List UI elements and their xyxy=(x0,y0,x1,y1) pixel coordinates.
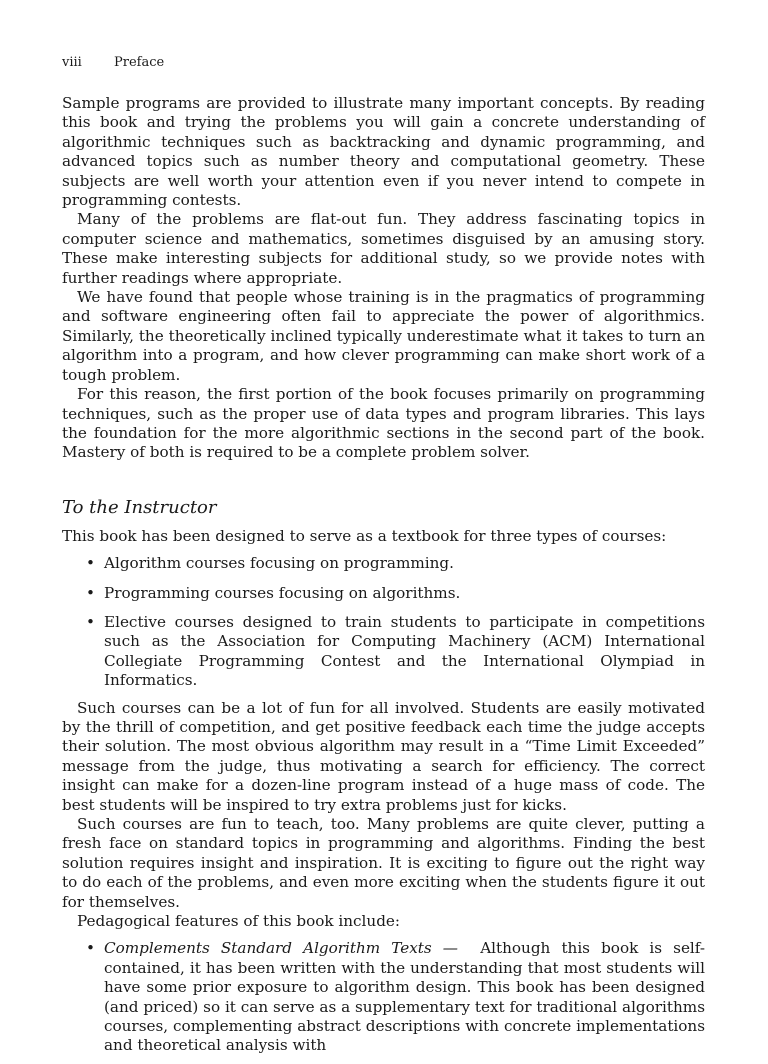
running-title: Preface xyxy=(114,55,165,70)
list-item: • Programming courses focusing on algorithms. xyxy=(62,584,705,603)
page-number: viii xyxy=(62,55,82,70)
features-list xyxy=(62,939,705,1055)
running-head xyxy=(62,55,164,71)
paragraph: For this reason, the first portion of the book focuses primarily on programming techniques, such as the proper use of data types and program libraries. This lays the foundation for the more algorithmic sections in the second part of the book. Mastery of both is required to be a complete problem solver. xyxy=(62,385,705,462)
list-item xyxy=(62,939,705,1055)
paragraph: Sample programs are provided to illustrate many important concepts. By reading this book and trying the problems you will gain a concrete understanding of algorithmic techniques such as backtracking and dynamic programming, and advanced topics such as number theory and computational geometry. These subjects are well worth your attention even if you never intend to compete in programming contests. xyxy=(62,94,705,210)
paragraph: Such courses can be a lot of fun for all involved. Students are easily motivated by the thrill of competition, and get positive feedback each time the judge accepts their solution. The most obvious algorithm may result in a “Time Limit Exceeded” message from the judge, thus motivating a search for efficiency. The correct insight can make for a dozen-line program instead of a huge mass of code. The best students will be inspired to try extra problems just for kicks. xyxy=(62,698,705,814)
list-item: • Elective courses designed to train students to participate in competitions such as the Association for Computing Machinery (ACM) International Collegiate Programming Contest and the International Olympiad in Informatics. xyxy=(62,613,705,691)
paragraph: Many of the problems are flat-out fun. They address fascinating topics in computer science and mathematics, sometimes disguised by an amusing story. These make interesting subjects for additional study, so we provide notes with further readings where appropriate. xyxy=(62,210,705,287)
paragraph: This book has been designed to serve as a textbook for three types of courses: xyxy=(62,526,667,545)
paragraph: Pedagogical features of this book include: xyxy=(77,912,401,931)
feature-title: Complements Standard Algorithm Texts — xyxy=(104,939,458,958)
body-text xyxy=(62,94,705,1064)
feature-text: Although this book is self-contained, it has been written with the understanding that most students will have some prior exposure to algorithm design. This book has been designed (and priced) so it can serve as a supplementary text for traditional algorithms courses, complementing abstract descriptions with concrete implementations and theoretical analysis with xyxy=(104,939,705,1055)
paragraph: We have found that people whose training is in the pragmatics of programming and software engineering often fail to appreciate the power of algorithmics. Similarly, the theoretically inclined typically underestimate what it takes to turn an algorithm into a program, and how clever programming can make short work of a tough problem. xyxy=(62,288,705,384)
section-heading: To the Instructor xyxy=(62,496,217,518)
course-types-list xyxy=(62,554,705,690)
paragraph: Such courses are fun to teach, too. Many problems are quite clever, putting a fresh face on standard topics in programming and algorithms. Finding the best solution requires insight and inspiration. It is exciting to figure out the right way to do each of the problems, and even more exciting when the students figure it out for themselves. xyxy=(62,815,705,911)
list-item: • Algorithm courses focusing on programming. xyxy=(62,554,705,573)
